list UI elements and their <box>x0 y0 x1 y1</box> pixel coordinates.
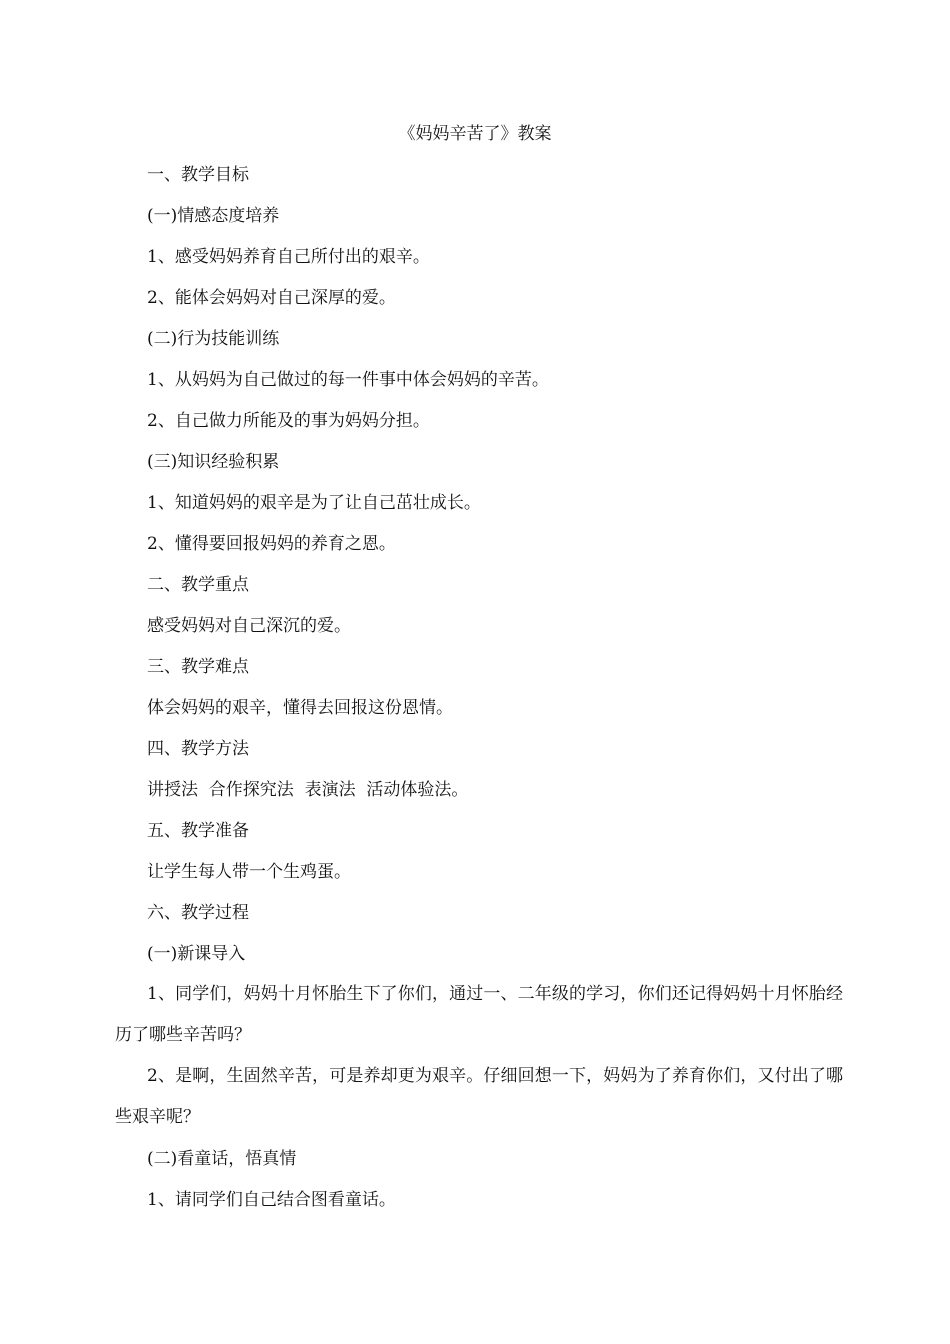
subsection-heading-emotion: (一)情感态度培养 <box>147 206 280 226</box>
section-heading-methods: 四、教学方法 <box>147 739 249 759</box>
section-heading-difficulties: 三、教学难点 <box>147 657 249 677</box>
subsection-heading-skills: (二)行为技能训练 <box>147 329 280 349</box>
list-item: 1、请同学们自己结合图看童话。 <box>147 1190 396 1210</box>
body-text: 让学生每人带一个生鸡蛋。 <box>147 862 351 882</box>
subsection-heading-story: (二)看童话，悟真情 <box>147 1149 297 1169</box>
list-item: 1、感受妈妈养育自己所付出的艰辛。 <box>147 247 430 267</box>
paragraph: 2、是啊，生固然辛苦，可是养却更为艰辛。仔细回想一下，妈妈为了养育你们，又付出了哪些艰辛呢？ <box>115 1066 843 1127</box>
document-title: 《妈妈辛苦了》教案 <box>398 124 552 144</box>
section-heading-goals: 一、教学目标 <box>147 165 249 185</box>
list-item: 1、知道妈妈的艰辛是为了让自己茁壮成长。 <box>147 493 481 513</box>
body-text: 讲授法 合作探究法 表演法 活动体验法。 <box>147 780 469 800</box>
list-item: 1、从妈妈为自己做过的每一件事中体会妈妈的辛苦。 <box>147 370 549 390</box>
body-text: 感受妈妈对自己深沉的爱。 <box>147 616 351 636</box>
body-text: 体会妈妈的艰辛，懂得去回报这份恩情。 <box>147 698 453 718</box>
section-heading-process: 六、教学过程 <box>147 903 249 923</box>
section-heading-key-points: 二、教学重点 <box>147 575 249 595</box>
list-item: 2、自己做力所能及的事为妈妈分担。 <box>147 411 430 431</box>
subsection-heading-intro: (一)新课导入 <box>147 944 246 964</box>
section-heading-preparation: 五、教学准备 <box>147 821 249 841</box>
subsection-heading-knowledge: (三)知识经验积累 <box>147 452 280 472</box>
paragraph: 1、同学们，妈妈十月怀胎生下了你们，通过一、二年级的学习，你们还记得妈妈十月怀胎经历了哪些辛苦吗？ <box>115 984 843 1045</box>
list-item: 2、懂得要回报妈妈的养育之恩。 <box>147 534 396 554</box>
list-item: 2、能体会妈妈对自己深厚的爱。 <box>147 288 396 308</box>
